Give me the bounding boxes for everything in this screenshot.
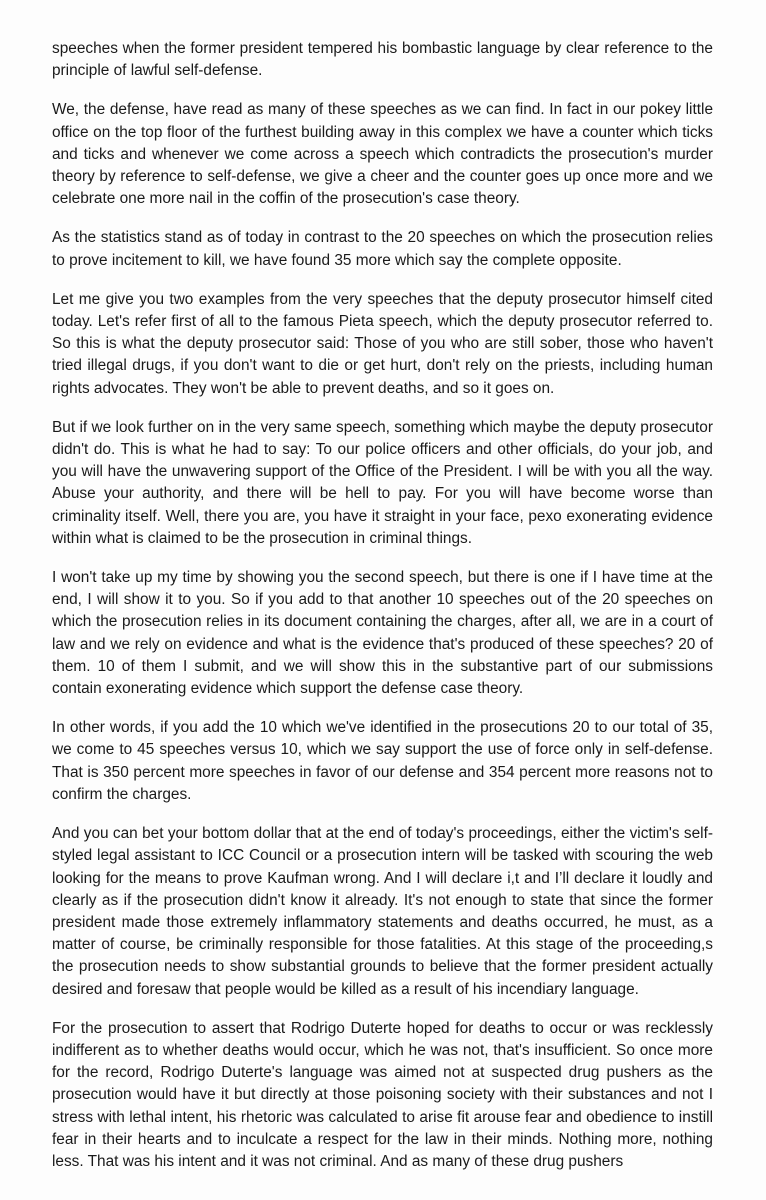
paragraph-9: For the prosecution to assert that Rodrigo Duterte hoped for deaths to occur or was recklessly indifferent as to whether deaths would occur, which he was not, that's insufficient. So once more for the record, Rodrigo Duterte's language was aimed not at suspected drug pushers as the prosecution would have it but directly at those poisoning society with their substances and not I stress with lethal intent, his rhetoric was calculated to arise fit arouse fear and obedience to instill fear in their hearts and to inculcate a respect for the law in their minds. Nothing more, nothing less. That was his intent and it was not criminal. And as many of these drug pushers <box>52 1019 713 1170</box>
document-body <box>52 38 713 1190</box>
paragraph-3: As the statistics stand as of today in contrast to the 20 speeches on which the prosecution relies to prove incitement to kill, we have found 35 more which say the complete opposite. <box>52 229 713 269</box>
paragraph-7: In other words, if you add the 10 which we've identified in the prosecutions 20 to our total of 35, we come to 45 speeches versus 10, which we say support the use of force only in self-defense. That is 350 percent more speeches in favor of our defense and 354 percent more reasons not to confirm the charges. <box>52 719 713 803</box>
paragraph-4: Let me give you two examples from the very speeches that the deputy prosecutor himself cited today. Let's refer first of all to the famous Pieta speech, which the deputy prosecutor referred to. So this is what the deputy prosecutor said: Those of you who are still sober, those who haven't tried illegal drugs, if you don't want to die or get hurt, don't rely on the priests, including human rights advocates. They won't be able to prevent deaths, and so it goes on. <box>52 290 713 397</box>
paragraph-1: speeches when the former president tempered his bombastic language by clear reference to the principle of lawful self-defense. <box>52 40 713 80</box>
paragraph-2: We, the defense, have read as many of these speeches as we can find. In fact in our pokey little office on the top floor of the furthest building away in this complex we have a counter which ticks and ticks and whenever we come across a speech which contradicts the prosecution's murder theory by reference to self-defense, we give a cheer and the counter goes up once more and we celebrate one more nail in the coffin of the prosecution's case theory. <box>52 101 713 208</box>
paragraph-5: But if we look further on in the very same speech, something which maybe the deputy prosecutor didn't do. This is what he had to say: To our police officers and other officials, do your job, and you will have the unwavering support of the Office of the President. I will be with you all the way. Abuse your authority, and there will be hell to pay. For you will have become worse than criminality itself. Well, there you are, you have it straight in your face, pexo exonerating evidence within what is claimed to be the prosecution in criminal things. <box>52 418 713 547</box>
paragraph-8: And you can bet your bottom dollar that at the end of today's proceedings, either the victim's self-styled legal assistant to ICC Council or a prosecution intern will be tasked with scouring the web looking for the means to prove Kaufman wrong. And I will declare i,t and I’ll declare it loudly and clearly as if the prosecution didn't know it already. It's not enough to state that since the former president made those extremely inflammatory statements and deaths occurred, he must, as a matter of course, be criminally responsible for those fatalities. At this stage of the proceeding,s the prosecution needs to show substantial grounds to believe that the former president actually desired and foresaw that people would be killed as a result of his incendiary language. <box>52 825 713 998</box>
paragraph-6: I won't take up my time by showing you the second speech, but there is one if I have time at the end, I will show it to you. So if you add to that another 10 speeches out of the 20 speeches on which the prosecution relies in its document containing the charges, after all, we are in a court of law and we rely on evidence and what is the evidence that's produced of these speeches? 20 of them. 10 of them I submit, and we will show this in the substantive part of our submissions contain exonerating evidence which support the defense case theory. <box>52 569 713 698</box>
